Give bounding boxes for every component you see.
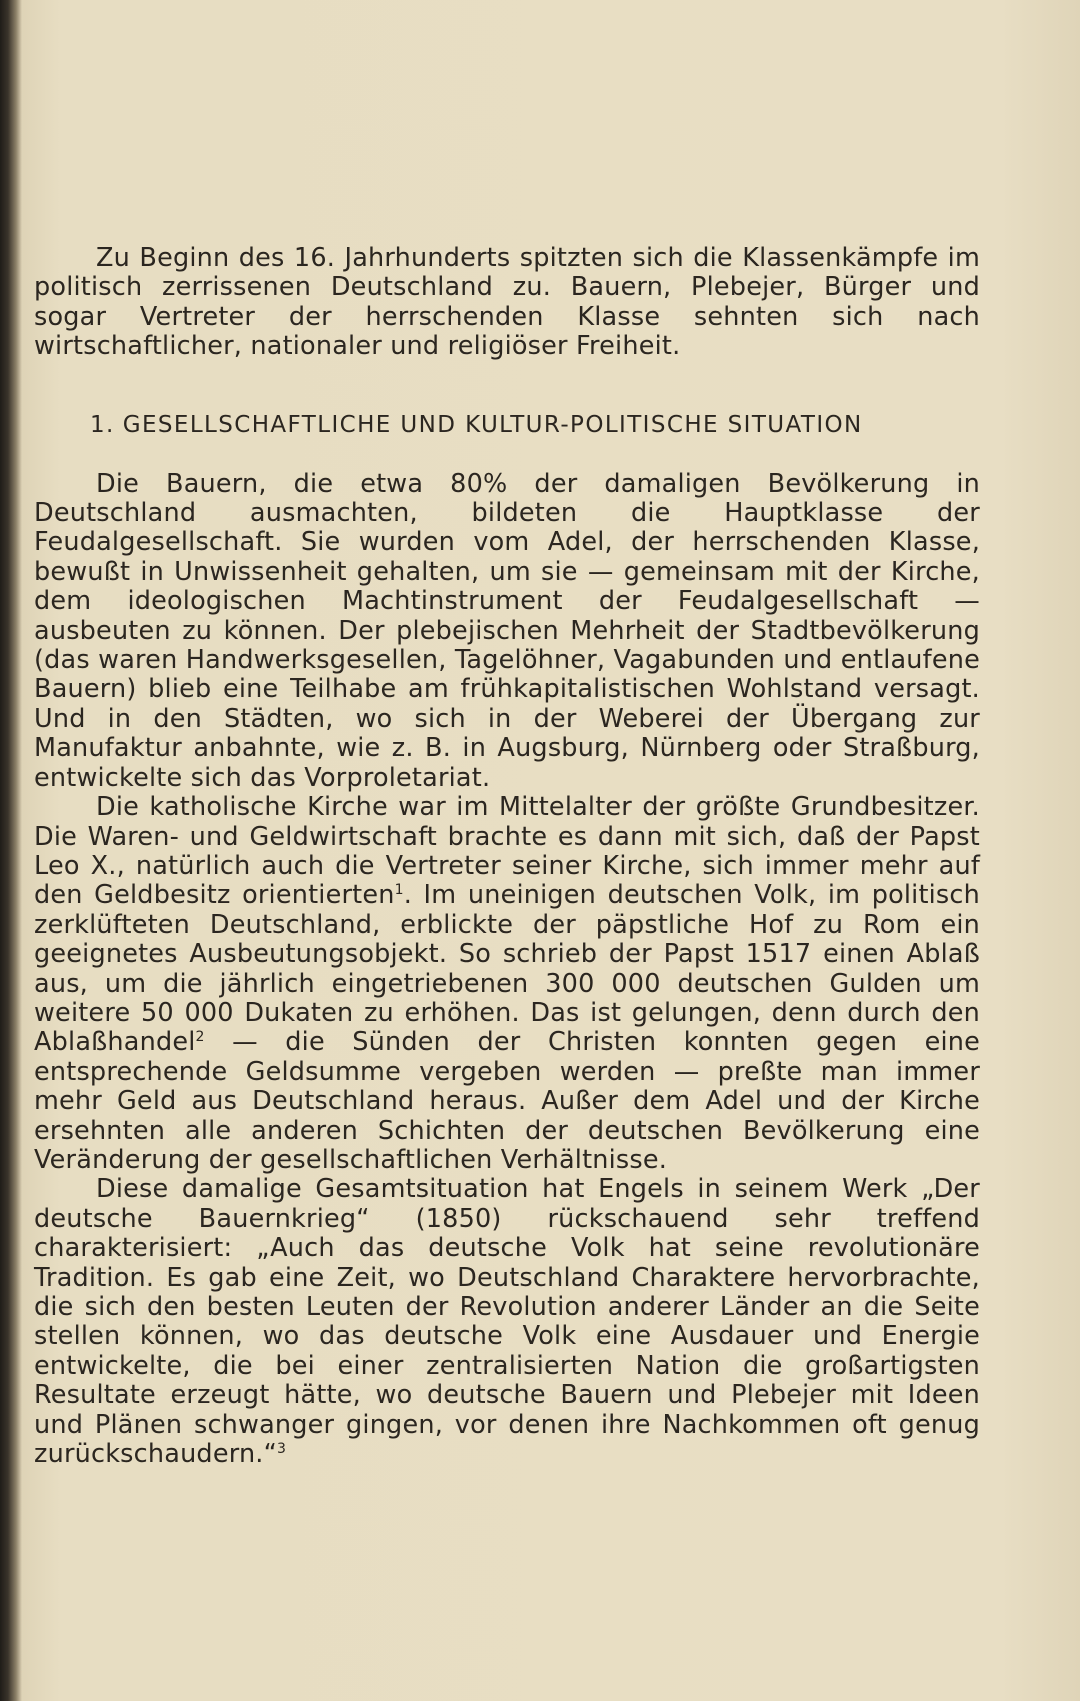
intro-paragraph: Zu Beginn des 16. Jahrhunderts spitzten sich die Klassenkämpfe im politisch zerrissenen Deutschland zu. Bauern, Plebejer, Bürger und sogar Vertreter der herrschenden Klasse sehnten sich nach wirtschaftlicher, nationaler und religiöser Freiheit.: [34, 243, 980, 362]
paragraph-kirche-text-2: . Im uneinigen deutschen Volk, im politisch zerklüfteten Deutschland, erblickte der päpstliche Hof zu Rom ein geeignetes Ausbeutungsobjekt. So schrieb der Papst 1517 einen Ablaß aus, um die jährlich eingetriebenen 300 000 deutschen Gulden um weitere 50 000 Dukaten zu erhöhen. Das ist gelungen, denn durch den Ablaßhandel: [34, 880, 980, 1058]
paragraph-kirche-text-1: Die katholische Kirche war im Mittelalter der größte Grundbesitzer. Die Waren- und Geldwirtschaft brachte es dann mit sich, daß der Papst Leo X., natürlich auch die Vertreter seiner Kirche, sich immer mehr auf den Geldbesitz orientierten: [34, 792, 980, 911]
section-title: GESELLSCHAFTLICHE UND KULTUR-POLITISCHE SITUATION: [122, 411, 863, 438]
paragraph-bauern: Die Bauern, die etwa 80% der damaligen Bevölkerung in Deutschland ausmachten, bildeten die Hauptklasse der Feudalgesellschaft. Sie wurden vom Adel, der herrschenden Klasse, bewußt in Unwissenheit gehalten, um sie — gemeinsam mit der Kirche, dem ideologischen Machtinstrument der Feudalgesellschaft — ausbeuten zu können. Der plebejischen Mehrheit der Stadtbevölkerung (das waren Handwerksgesellen, Tagelöhner, Vagabunden und entlaufene Bauern) blieb eine Teilhabe am frühkapitalistischen Wohlstand versagt. Und in den Städten, wo sich in der Weberei der Übergang zur Manufaktur anbahnte, wie z. B. in Augsburg, Nürnberg oder Straßburg, entwickelte sich das Vorproletariat.: [34, 468, 980, 793]
paragraph-engels: [34, 1175, 980, 1469]
page-text-block: [34, 244, 980, 1469]
paragraph-kirche: [34, 793, 980, 1175]
paragraph-kirche-text-3: — die Sünden der Christen konnten gegen eine entsprechende Geldsumme vergeben werden — preßte man immer mehr Geld aus Deutschland heraus. Außer dem Adel und der Kirche ersehnten alle anderen Schichten der deutschen Bevölkerung eine Veränderung der gesellschaftlichen Verhältnisse.: [34, 1027, 980, 1175]
footnote-marker-1: 1: [394, 882, 404, 899]
paragraph-engels-text: Diese damalige Gesamtsituation hat Engels in seinem Werk „Der deutsche Bauernkrieg“ (1850) rückschauend sehr treffend charakterisiert: „Auch das deutsche Volk hat seine revolutionäre Tradition. Es gab eine Zeit, wo Deutschland Charaktere hervorbrachte, die sich den besten Leuten der Revolution anderer Länder an die Seite stellen können, wo das deutsche Volk eine Ausdauer und Energie entwickelte, die bei einer zentralisierten Nation die großartigsten Resultate erzeugt hätte, wo deutsche Bauern und Plebejer mit Ideen und Plänen schwanger gingen, vor denen ihre Nachkommen oft genug zurückschaudern.“: [34, 1174, 980, 1470]
section-heading: [34, 410, 980, 440]
footnote-marker-2: 2: [195, 1029, 205, 1046]
section-number: 1.: [90, 411, 115, 438]
page-binding-edge: [0, 0, 22, 1701]
footnote-marker-3: 3: [277, 1441, 287, 1458]
